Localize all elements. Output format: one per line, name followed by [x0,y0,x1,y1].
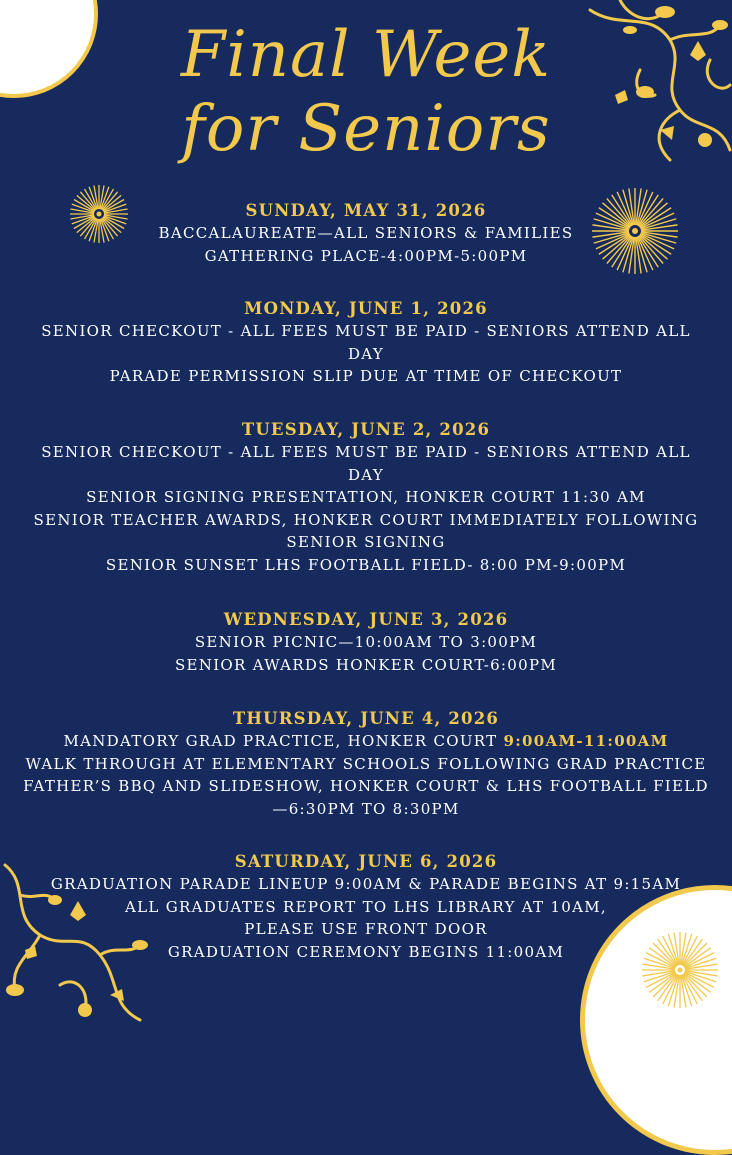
event-line: SENIOR PICNIC—10:00AM TO 3:00PM [194,633,538,651]
schedule-section-wednesday [0,609,732,676]
event-line: SENIOR SUNSET LHS FOOTBALL FIELD- 8:00 PM-9:00PM [105,555,627,574]
event-line: —6:30PM TO 8:30PM [272,799,460,818]
event-line: SENIOR TEACHER AWARDS, HONKER COURT IMMEDIATELY FOLLOWING [33,510,699,529]
event-line: PARADE PERMISSION SLIP DUE AT TIME OF CHECKOUT [109,367,623,385]
event-line: SENIOR CHECKOUT - ALL FEES MUST BE PAID - SENIORS ATTEND ALL [41,322,691,340]
event-line: PLEASE USE FRONT DOOR [244,920,488,938]
schedule-section-tuesday [0,419,732,576]
event-line [0,730,732,753]
event-line: BACCALAUREATE—ALL SENIORS & FAMILIES [158,224,574,242]
event-line: GATHERING PLACE-4:00PM-5:00PM [204,246,528,265]
day-heading: SATURDAY, JUNE 6, 2026 [234,852,498,871]
event-line: FATHER’S BBQ AND SLIDESHOW, HONKER COURT & LHS FOOTBALL FIELD [23,777,709,795]
time-highlight: 9:00AM-11:00AM [503,732,669,750]
event-line: ALL GRADUATES REPORT TO LHS LIBRARY AT 10AM, [124,897,607,916]
event-line: SENIOR SIGNING [286,533,446,551]
event-line: GRADUATION PARADE LINEUP 9:00AM & PARADE BEGINS AT 9:15AM [50,875,682,893]
event-line: WALK THROUGH AT ELEMENTARY SCHOOLS FOLLOWING GRAD PRACTICE [25,754,707,773]
event-line: DAY [347,344,385,363]
day-heading: TUESDAY, JUNE 2, 2026 [241,420,491,439]
event-line: DAY [347,465,385,484]
event-line: SENIOR AWARDS HONKER COURT-6:00PM [174,655,558,674]
schedule-section-thursday [0,708,732,820]
day-heading: MONDAY, JUNE 1, 2026 [244,299,488,318]
day-heading: SUNDAY, MAY 31, 2026 [245,201,487,220]
schedule-section-sunday [0,200,732,267]
page-title-line-2: for Seniors [181,92,551,166]
day-heading: THURSDAY, JUNE 4, 2026 [232,709,500,728]
schedule-section-saturday [0,851,732,963]
event-line: SENIOR SIGNING PRESENTATION, HONKER COURT 11:30 AM [86,488,646,506]
page-title-line-1: Final Week [180,18,552,92]
event-line: GRADUATION CEREMONY BEGINS 11:00AM [167,942,565,961]
event-text: MANDATORY GRAD PRACTICE, HONKER COURT [63,732,504,750]
day-heading: WEDNESDAY, JUNE 3, 2026 [223,610,509,629]
schedule-section-monday [0,298,732,388]
event-line: SENIOR CHECKOUT - ALL FEES MUST BE PAID - SENIORS ATTEND ALL [41,443,691,461]
